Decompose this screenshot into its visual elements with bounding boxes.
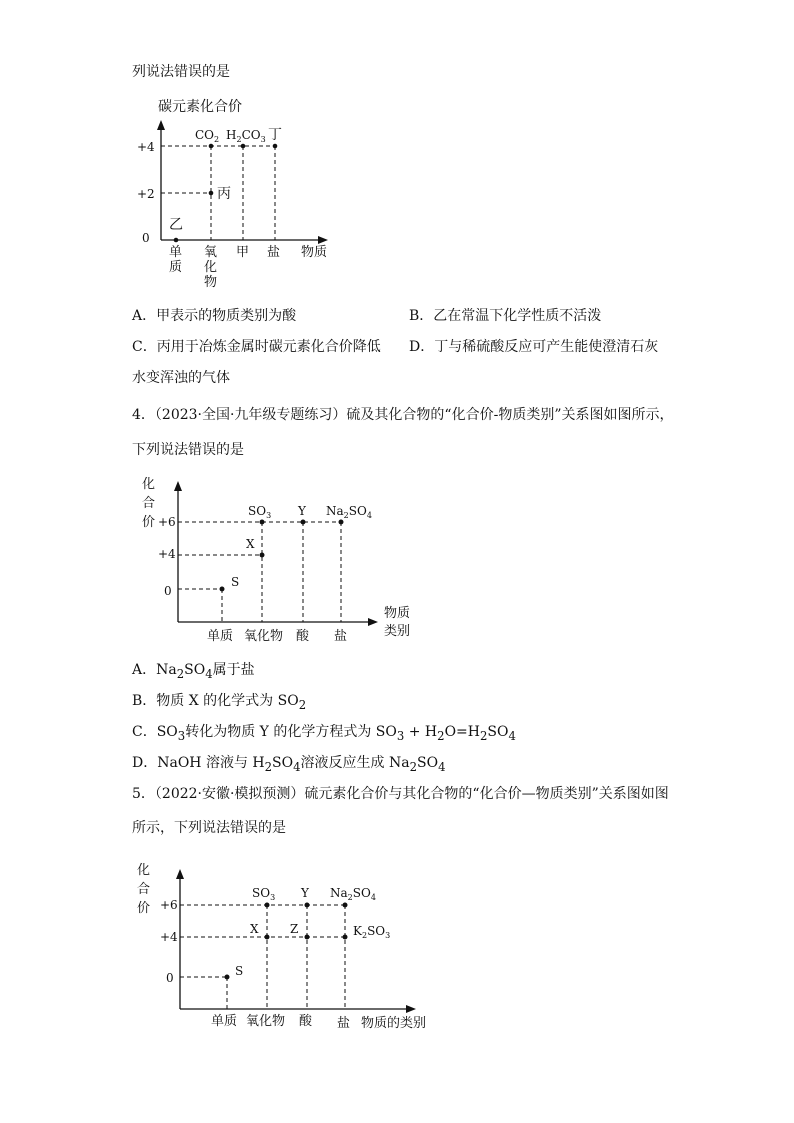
q4-ytick-0: 0	[164, 584, 172, 598]
q3-xlabel-danzhi-1: 单	[169, 245, 183, 260]
q5-label-na2so4: $Na_2SO_4$	[330, 886, 376, 902]
q5-point-so3	[265, 903, 270, 908]
q4-stem-line1: 4．（2023·全国·九年级专题练习）硫及其化合物的“化合价-物质类别”关系图如图所示，	[132, 407, 674, 423]
q5-y-title-3: 价	[137, 901, 151, 916]
q3-intro: 列说法错误的是	[132, 64, 230, 80]
q5-label-y: Y	[301, 886, 309, 900]
q4-xtitle-1: 物质	[384, 606, 411, 621]
q3-label-co2: $CO_2$	[195, 128, 220, 144]
q4-xlabel-danzhi: 单质	[207, 629, 234, 644]
q4-y-title-3: 价	[142, 515, 156, 530]
q4-xtitle-2: 类别	[384, 624, 411, 639]
q4-ytick-6: +6	[158, 515, 176, 529]
q5-stem-line1: 5．（2022·安徽·模拟预测）硫元素化合价与其化合物的“化合价—物质类别”关系图如图	[132, 786, 669, 802]
q4-y-title-1: 化	[142, 477, 156, 492]
q5-xlabel-acid: 酸	[299, 1014, 313, 1029]
q5-label-k2so3: $K_2SO_3$	[353, 924, 391, 940]
q3-option-b: B．乙在常温下化学性质不活泼	[409, 308, 602, 324]
q5-label-z: Z	[290, 922, 299, 936]
q5-point-s	[225, 975, 230, 980]
q4-label-so3: $SO_3$	[248, 504, 272, 520]
q4-label-s: S	[231, 575, 240, 589]
q5-point-x	[265, 935, 270, 940]
q4-option-a: A．$Na_2SO_4$属于盐	[132, 662, 255, 681]
q4-label-na2so4: $Na_2SO_4$	[326, 504, 372, 520]
q3-xlabel-jia: 甲	[236, 245, 250, 260]
q5-xlabel-danzhi: 单质	[211, 1014, 238, 1029]
q5-ytick-0: 0	[166, 971, 174, 985]
q5-label-s: S	[235, 964, 244, 978]
q4-option-b: B．物质 X 的化学式为 $SO_2$	[132, 693, 307, 712]
q3-label-bing: 丙	[217, 186, 231, 202]
q5-point-z	[305, 935, 310, 940]
q5-label-so3: $SO_3$	[252, 886, 276, 902]
q5-y-title-1: 化	[137, 863, 151, 878]
q4-label-x: X	[246, 537, 255, 551]
q3-ytick-4: +4	[137, 140, 155, 154]
q5-y-title-2: 合	[137, 882, 151, 897]
q5-ytick-6: +6	[160, 898, 178, 912]
q4-xlabel-oxide: 氧化物	[244, 629, 284, 644]
q5-label-x: X	[250, 922, 259, 936]
q3-label-ding: 丁	[268, 127, 282, 143]
q3-y-title: 碳元素化合价	[158, 99, 242, 115]
q3-option-d-cont: 水变浑浊的气体	[132, 370, 230, 386]
q5-y-arrow	[176, 869, 184, 879]
q3-xlabel-oxide-1: 氧	[204, 245, 218, 260]
q4-xlabel-acid: 酸	[296, 629, 310, 644]
q4-option-d: D．NaOH 溶液与 $H_2SO_4$溶液反应生成 $Na_2SO_4$	[132, 755, 446, 774]
q5-point-y	[305, 903, 310, 908]
q4-ytick-4: +4	[158, 547, 176, 561]
q5-point-na2so4	[343, 903, 348, 908]
q5-x-arrow	[406, 1005, 416, 1013]
q5-xtitle: 物质的类别	[361, 1016, 427, 1031]
q3-label-yi: 乙	[169, 217, 183, 233]
q3-xlabel-yan: 盐	[267, 245, 281, 260]
q5-xlabel-salt: 盐	[337, 1016, 351, 1031]
q4-y-title-2: 合	[142, 496, 156, 511]
q3-ytick-2: +2	[137, 187, 155, 201]
q5-stem-line2: 所示，下列说法错误的是	[132, 820, 286, 836]
q5-point-k2so3	[343, 935, 348, 940]
q4-xlabel-salt: 盐	[334, 629, 348, 644]
q4-stem-line2: 下列说法错误的是	[132, 442, 244, 458]
q3-option-d: D．丁与稀硫酸反应可产生能使澄清石灰	[409, 339, 659, 355]
q5-ytick-4: +4	[160, 930, 178, 944]
q3-xlabel-wuzhi: 物质	[301, 245, 328, 260]
q4-label-y: Y	[298, 504, 306, 518]
q4-option-c: C．$SO_3$转化为物质 Y 的化学方程式为 $SO_3 + H_2O=H_2SO_4$	[132, 724, 516, 743]
q3-option-a: A．甲表示的物质类别为酸	[132, 308, 297, 324]
q3-option-c: C．丙用于冶炼金属时碳元素化合价降低	[132, 339, 381, 355]
q3-xlabel-oxide-3: 物	[204, 275, 218, 290]
q3-ytick-0: 0	[142, 231, 150, 245]
q5-xlabel-oxide: 氧化物	[246, 1014, 286, 1029]
q3-xlabel-oxide-2: 化	[204, 260, 218, 275]
q3-xlabel-danzhi-2: 质	[169, 260, 183, 275]
q3-label-h2co3: $H_2CO_3$	[226, 128, 266, 144]
